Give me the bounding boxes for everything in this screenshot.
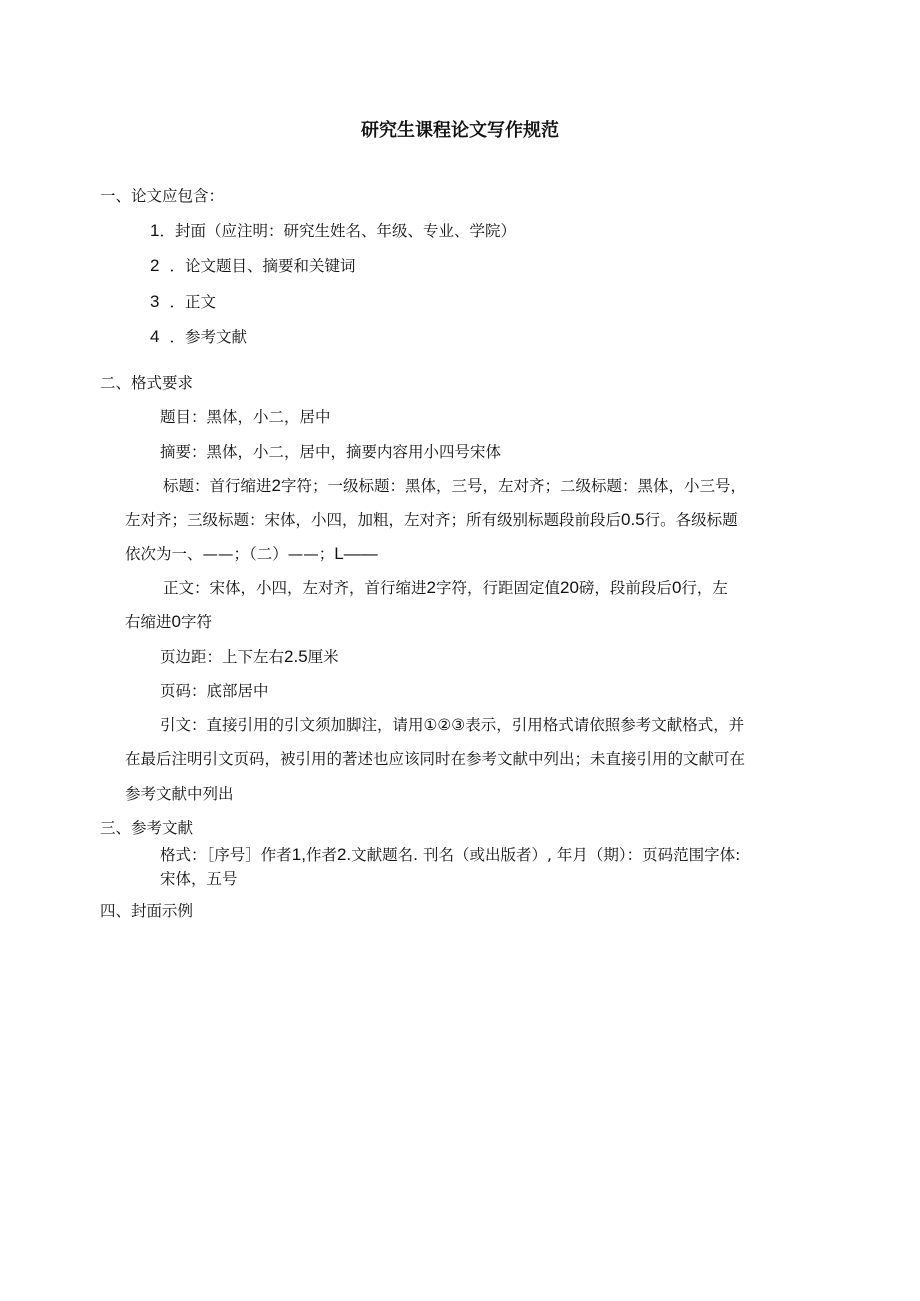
heading-rule-line-2 bbox=[125, 510, 738, 530]
text-segment: 作者 bbox=[305, 846, 337, 864]
list-item bbox=[150, 256, 355, 276]
section-4-heading: 四、封面示例 bbox=[100, 902, 194, 920]
section-1-heading: 一、论文应包含： bbox=[100, 187, 225, 205]
number: 1, bbox=[291, 845, 306, 864]
number: 2.5 bbox=[284, 647, 308, 666]
list-item-number: 1 bbox=[150, 221, 160, 240]
number: 0 bbox=[171, 612, 181, 631]
body-rule-line-2 bbox=[125, 612, 212, 632]
text-segment: 磅，段前段后 bbox=[578, 579, 672, 597]
text-segment: 左对齐；三级标题：宋体，小四，加粗，左对齐；所有级别标题段前段后 bbox=[125, 511, 622, 529]
text-segment: 标题：首行缩进 bbox=[163, 477, 272, 495]
number: 2 bbox=[426, 578, 436, 597]
text-segment: 依次为一、——；（二）——； bbox=[125, 545, 335, 563]
number: 0.5 bbox=[621, 510, 645, 529]
text-segment: 页边距：上下左右 bbox=[160, 648, 285, 666]
text-segment: 字符；一级标题：黑体，三号，左对齐；二级标题：黑体，小三号， bbox=[280, 477, 746, 495]
section-3-heading: 三、参考文献 bbox=[100, 819, 194, 837]
text-segment: 行。各级标题 bbox=[644, 511, 738, 529]
heading-rule-line-3 bbox=[125, 544, 378, 564]
list-item-text: ．参考文献 bbox=[169, 328, 247, 346]
margin-rule bbox=[160, 647, 339, 667]
number: 20 bbox=[560, 578, 579, 597]
reference-format-line-1 bbox=[160, 845, 740, 865]
citation-rule-line-3: 参考文献中列出 bbox=[125, 785, 234, 803]
citation-rule-line-2: 在最后注明引文页码，被引用的著述也应该同时在参考文献中列出；未直接引用的文献可在 bbox=[125, 750, 746, 768]
reference-format-line-2: 宋体，五号 bbox=[160, 870, 238, 888]
list-item bbox=[150, 292, 216, 312]
list-item-number: 2 bbox=[150, 256, 160, 275]
number: 2. bbox=[336, 845, 352, 864]
body-rule-line-1 bbox=[163, 578, 728, 598]
list-item bbox=[150, 221, 516, 241]
text-segment: 字符，行距固定值 bbox=[435, 579, 560, 597]
number: 0 bbox=[671, 578, 682, 597]
page-number-rule: 页码：底部居中 bbox=[160, 682, 269, 700]
text-segment: 文献题名. 刊名（或出版者）, 年月（期）：页码范围字体: bbox=[351, 846, 741, 864]
heading-rule-line-1 bbox=[163, 476, 746, 496]
abstract-rule: 摘要：黑体，小二，居中，摘要内容用小四号宋体 bbox=[160, 443, 502, 461]
text-segment: 正文：宋体，小四，左对齐，首行缩进 bbox=[163, 579, 427, 597]
page-title: 研究生课程论文写作规范 bbox=[361, 120, 559, 141]
list-item-text: ．正文 bbox=[169, 293, 216, 311]
citation-rule-line-1: 引文：直接引用的引文须加脚注，请用①②③表示，引用格式请依照参考文献格式，并 bbox=[160, 716, 745, 734]
title-rule: 题目：黑体，小二，居中 bbox=[160, 408, 331, 426]
text-segment: 行，左 bbox=[681, 579, 728, 597]
number: 2 bbox=[271, 476, 281, 495]
text-segment: 右缩进 bbox=[125, 613, 172, 631]
list-item-number: 3 bbox=[150, 292, 160, 311]
list-item-number: 4 bbox=[150, 327, 160, 346]
text-segment: 厘米 bbox=[307, 648, 339, 666]
text-segment: 格式：［序号］作者 bbox=[160, 846, 292, 864]
text-segment: 字符 bbox=[180, 613, 212, 631]
section-2-heading: 二、格式要求 bbox=[100, 374, 194, 392]
list-item bbox=[150, 327, 247, 347]
list-item-text: ．论文题目、摘要和关键词 bbox=[169, 257, 356, 275]
list-item-text: ．封面（应注明：研究生姓名、年级、专业、学院） bbox=[159, 222, 516, 240]
text-segment: L—— bbox=[334, 544, 378, 563]
